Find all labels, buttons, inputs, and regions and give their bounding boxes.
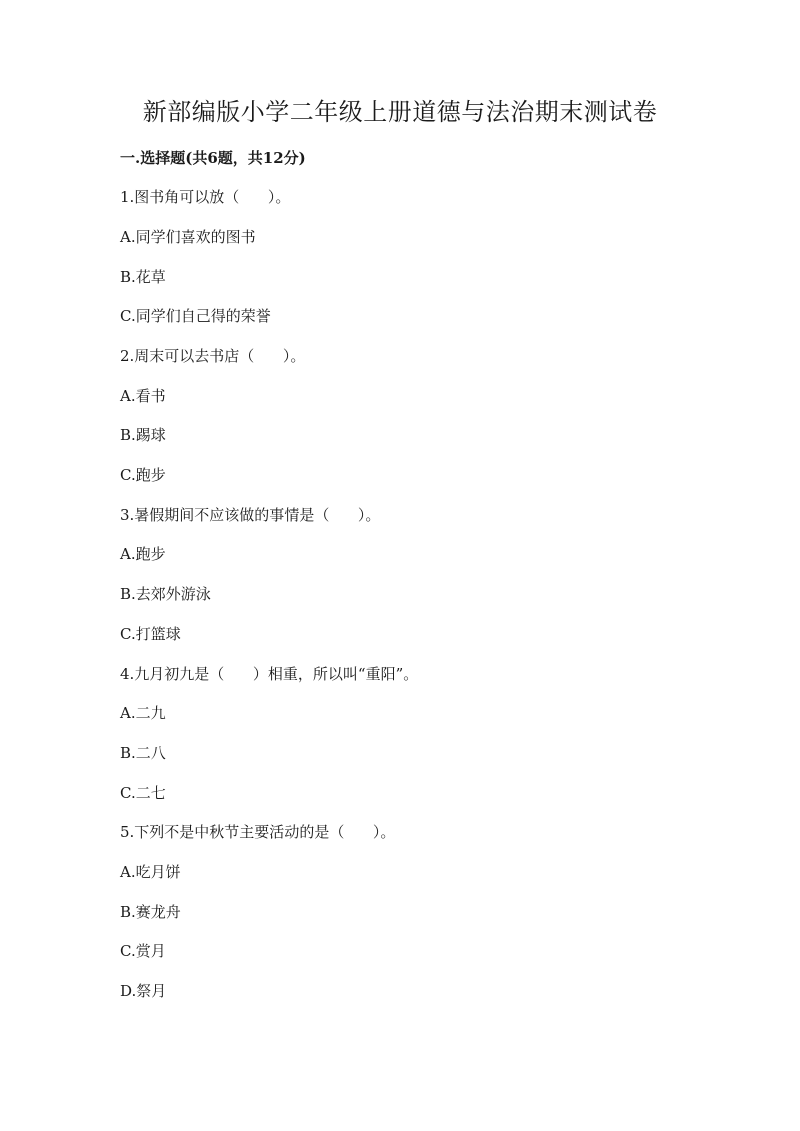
page-title: 新部编版小学二年级上册道德与法治期末测试卷 [142, 98, 658, 126]
question-4: 4.九月初九是（ ）相重，所以叫“重阳”。 [120, 665, 419, 683]
question-4-option-c: C.二七 [120, 784, 166, 802]
question-4-option-b: B.二八 [120, 744, 166, 762]
question-3-option-c: C.打篮球 [120, 625, 181, 643]
question-3: 3.暑假期间不应该做的事情是（ ）。 [120, 506, 381, 524]
question-4-option-a: A.二九 [120, 704, 166, 722]
question-2-option-a: A.看书 [120, 387, 166, 405]
question-1-option-a: A.同学们喜欢的图书 [120, 228, 256, 246]
question-2-option-c: C.跑步 [120, 466, 166, 484]
question-3-option-b: B.去郊外游泳 [120, 585, 211, 603]
question-2-option-b: B.踢球 [120, 426, 166, 444]
question-5: 5.下列不是中秋节主要活动的是（ ）。 [120, 823, 396, 841]
question-5-option-a: A.吃月饼 [120, 863, 181, 881]
question-5-option-b: B.赛龙舟 [120, 903, 181, 921]
question-3-option-a: A.跑步 [120, 545, 166, 563]
section-heading: 一.选择题(共6题，共12分) [120, 149, 306, 167]
question-2: 2.周末可以去书店（ ）。 [120, 347, 306, 365]
question-5-option-c: C.赏月 [120, 942, 166, 960]
question-1: 1.图书角可以放（ ）。 [120, 188, 291, 206]
question-1-option-b: B.花草 [120, 268, 166, 286]
question-1-option-c: C.同学们自己得的荣誉 [120, 307, 271, 325]
question-5-option-d: D.祭月 [120, 982, 167, 1000]
